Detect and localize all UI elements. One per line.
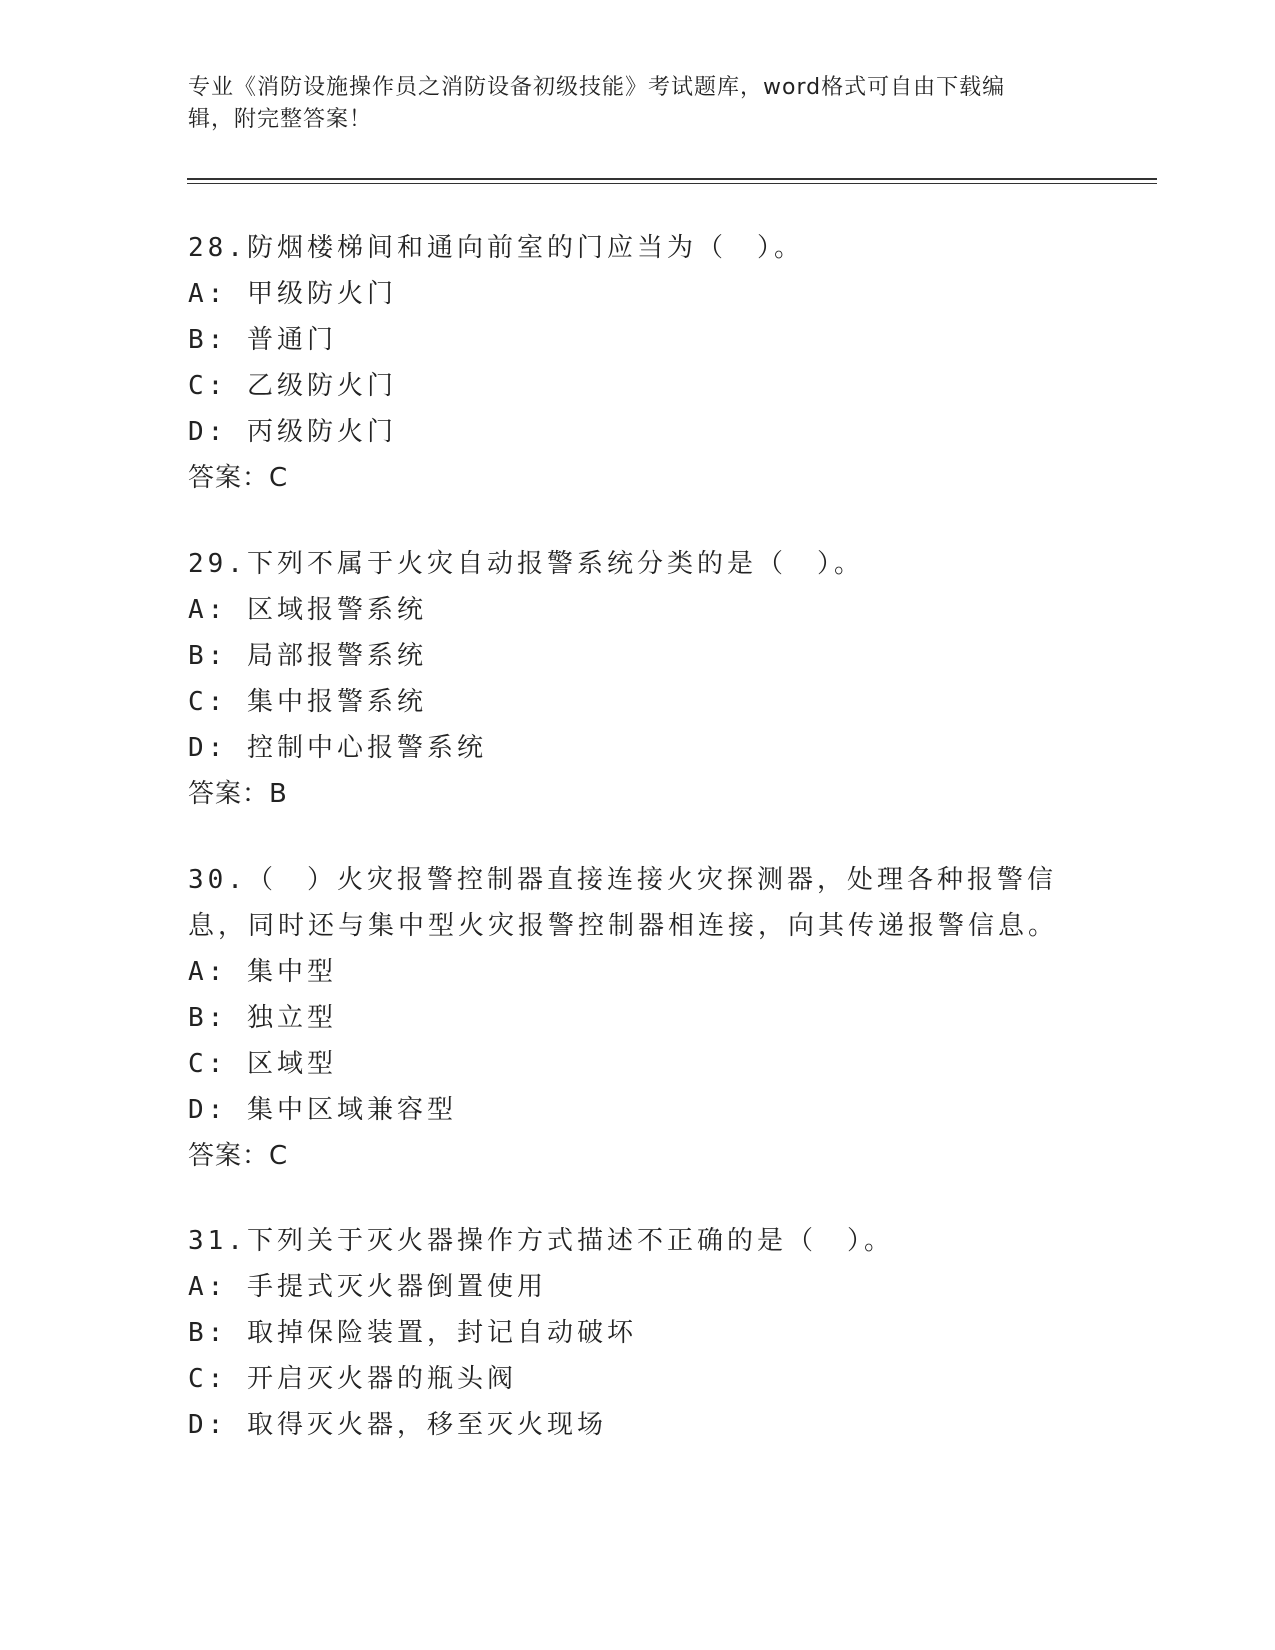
answer: 答案：C xyxy=(188,463,289,493)
question-29 xyxy=(188,541,1088,817)
option-c: C: 区域型 xyxy=(188,1049,337,1079)
option-a: A: 区域报警系统 xyxy=(188,595,427,625)
answer: 答案：C xyxy=(188,1141,289,1171)
option-d: D: 丙级防火门 xyxy=(188,417,397,447)
option-c: C: 集中报警系统 xyxy=(188,687,427,717)
question-stem: 29.下列不属于火灾自动报警系统分类的是（ ）。 xyxy=(188,549,864,579)
header-line-2: 辑，附完整答案！ xyxy=(188,107,373,132)
option-a: A: 甲级防火门 xyxy=(188,279,397,309)
option-d: D: 取得灭火器，移至灭火现场 xyxy=(188,1410,607,1440)
option-d: D: 控制中心报警系统 xyxy=(188,733,487,763)
option-c: C: 乙级防火门 xyxy=(188,371,397,401)
answer: 答案：B xyxy=(188,779,288,809)
question-stem: 31.下列关于灭火器操作方式描述不正确的是（ ）。 xyxy=(188,1226,894,1256)
option-b: B: 普通门 xyxy=(188,325,337,355)
header-divider-thin xyxy=(187,183,1157,184)
option-a: A: 手提式灭火器倒置使用 xyxy=(188,1272,547,1302)
option-d: D: 集中区域兼容型 xyxy=(188,1095,457,1125)
document-header xyxy=(188,72,1068,136)
option-b: B: 独立型 xyxy=(188,1003,337,1033)
question-stem: 28.防烟楼梯间和通向前室的门应当为（ ）。 xyxy=(188,233,804,263)
question-30 xyxy=(188,857,1088,1179)
option-c: C: 开启灭火器的瓶头阀 xyxy=(188,1364,517,1394)
option-b: B: 局部报警系统 xyxy=(188,641,427,671)
question-28 xyxy=(188,225,1088,501)
question-31 xyxy=(188,1218,1088,1448)
option-a: A: 集中型 xyxy=(188,957,337,987)
header-line-1: 专业《消防设施操作员之消防设备初级技能》考试题库，word格式可自由下载编 xyxy=(188,75,1006,100)
option-b: B: 取掉保险装置，封记自动破坏 xyxy=(188,1318,637,1348)
question-stem: 30.（ ）火灾报警控制器直接连接火灾探测器，处理各种报警信息，同时还与集中型火灾报警控制器相连接，向其传递报警信息。 xyxy=(188,865,1059,941)
header-divider-thick xyxy=(187,178,1157,180)
